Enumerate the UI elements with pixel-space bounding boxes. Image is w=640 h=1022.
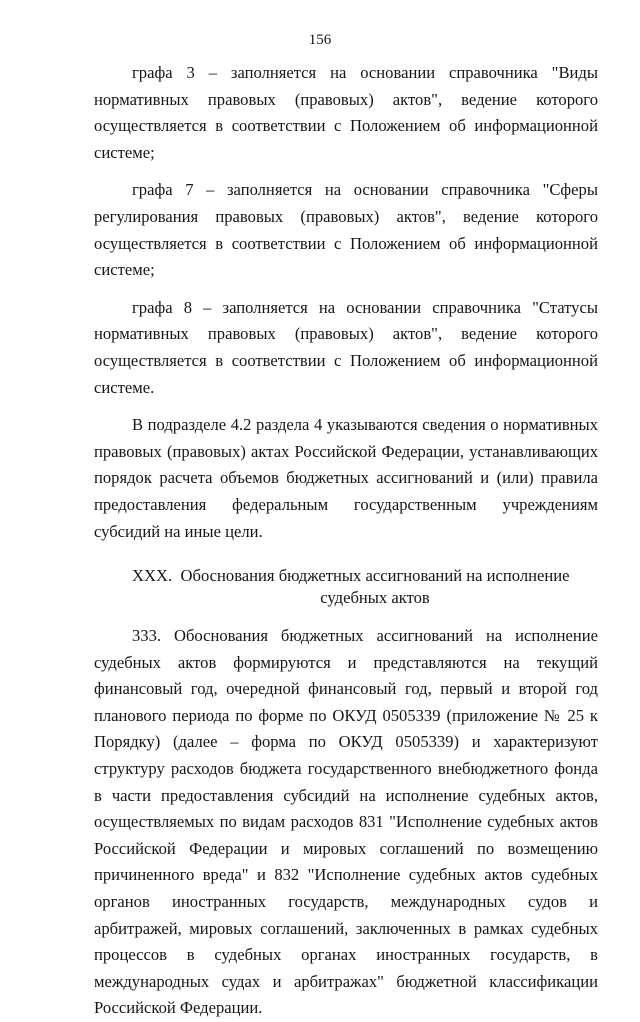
- paragraph-grafa-3: графа 3 – заполняется на основании справочника "Виды нормативных правовых (правовых) актов", ведение которого осуществляется в соответствии с Положением об информационной системе;: [94, 63, 598, 162]
- document-body: [94, 60, 598, 1022]
- paragraph-333: 333. Обоснования бюджетных ассигнований на исполнение судебных актов формируются и представляются на текущий финансовый год, очередной финансовый год, первый и второй год планового периода по форме по ОКУД 0505339 (приложение № 25 к Порядку) (далее – форма по ОКУД 0505339) и характеризуют структуру расходов бюджета государственного внебюджетного фонда в части предоставления субсидий на исполнение судебных актов, осуществляемых по видам расходов 831 "Исполнение судебных актов Российской Федерации и мировых соглашений по возмещению причиненного вреда" и 832 "Исполнение судебных актов судебных органов иностранных государств, международных судов и арбитражей, мировых соглашений, заключенных в рамках судебных процессов в судебных органах иностранных государств, в международных судах и арбитражах" бюджетной классификации Российской Федерации.: [94, 626, 598, 1018]
- paragraph-grafa-7: графа 7 – заполняется на основании справочника "Сферы регулирования правовых (правовых) актов", ведение которого осуществляется в соответствии с Положением об информационной системе;: [94, 180, 598, 280]
- section-heading: [94, 565, 598, 609]
- page-number: 156: [308, 32, 332, 48]
- section-number: XXX.: [132, 566, 173, 586]
- section-title: Обоснования бюджетных ассигнований на исполнение судебных актов: [180, 566, 570, 608]
- paragraph-grafa-8: графа 8 – заполняется на основании справочника "Статусы нормативных правовых (правовых) актов", ведение которого осуществляется в соответствии с Положением об информационной системе.: [94, 297, 598, 397]
- paragraph-subsection-4-2: В подразделе 4.2 раздела 4 указываются сведения о нормативных правовых (правовых) актах Российской Федерации, устанавливающих порядок расчета объемов бюджетных ассигнований и (или) правила предоставления федеральным государственным учреждениям субсидий на иные цели.: [94, 415, 598, 541]
